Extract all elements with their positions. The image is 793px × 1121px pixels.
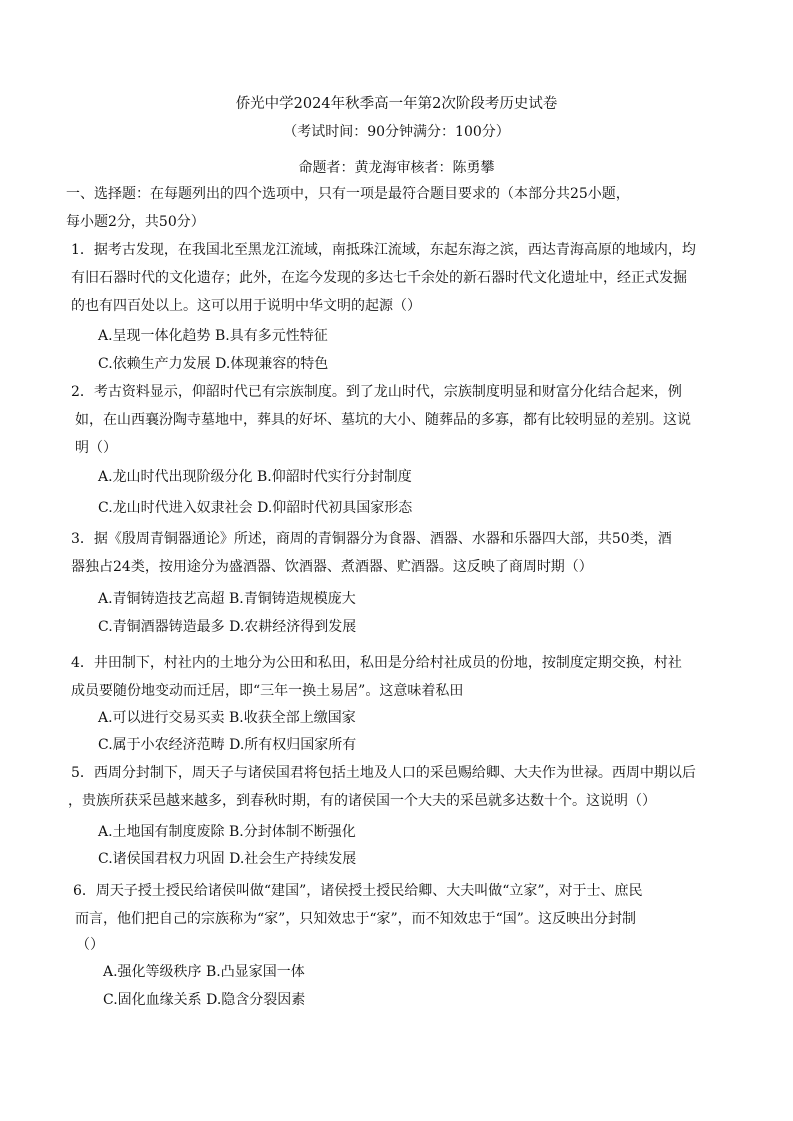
question-4-line-1: 4．井田制下，村社内的土地分为公田和私田，私田是分给村社成员的份地，按制度定期交换，村社 [71, 655, 682, 671]
question-6-line-2: 而言，他们把自己的宗族称为“家”，只知效忠于“家”，而不知效忠于“国”。这反映出分封制 [75, 911, 636, 927]
question-4-option-cd[interactable]: C.属于小农经济范畴 D.所有权归国家所有 [98, 737, 357, 753]
question-5-line-2: ，贵族所获采邑越来越多，到春秋时期，有的诸侯国一个大夫的采邑就多达数十个。这说明（） [68, 793, 656, 809]
question-6-option-ab[interactable]: A.强化等级秩序 B.凸显家国一体 [103, 964, 305, 980]
question-3-option-cd[interactable]: C.青铜酒器铸造最多 D.农耕经济得到发展 [98, 619, 357, 635]
question-2-option-ab[interactable]: A.龙山时代出现阶级分化 B.仰韶时代实行分封制度 [98, 469, 412, 485]
question-2-option-cd[interactable]: C.龙山时代进入奴隶社会 D.仰韶时代初具国家形态 [98, 500, 413, 516]
question-5-option-cd[interactable]: C.诸侯国君权力巩固 D.社会生产持续发展 [98, 851, 357, 867]
section-heading-line-1: 一、选择题：在每题列出的四个选项中，只有一项是最符合题目要求的（本部分共25小题， [66, 186, 630, 202]
question-6-option-cd[interactable]: C.固化血缘关系 D.隐含分裂因素 [103, 992, 306, 1008]
exam-subtitle: （考试时间：90分钟满分：100分） [283, 124, 510, 140]
question-4-option-ab[interactable]: A.可以进行交易买卖 B.收获全部上缴国家 [98, 710, 356, 726]
question-3-line-2: 器独占24类，按用途分为盛酒器、饮酒器、煮酒器、贮酒器。这反映了商周时期（） [71, 559, 593, 575]
question-1-line-2: 有旧石器时代的文化遗存；此外，在迄今发现的多达七千余处的新石器时代文化遗址中，经正式发掘 [71, 270, 687, 286]
question-2-line-2: 如，在山西襄汾陶寺墓地中，葬具的好坏、墓坑的大小、随葬品的多寡，都有比较明显的差别。这说 [75, 412, 691, 428]
question-3-option-ab[interactable]: A.青铜铸造技艺高超 B.青铜铸造规模庞大 [98, 591, 356, 607]
question-1-option-ab[interactable]: A.呈现一体化趋势 B.具有多元性特征 [98, 328, 328, 344]
question-2-line-1: 2．考古资料显示，仰韶时代已有宗族制度。到了龙山时代，宗族制度明显和财富分化结合起来，例 [71, 384, 682, 400]
question-1-option-cd[interactable]: C.依赖生产力发展 D.体现兼容的特色 [98, 356, 329, 372]
question-6-line-3: （） [76, 937, 104, 953]
question-2-line-3: 明（） [75, 440, 117, 456]
question-6-line-1: 6．周天子授土授民给诸侯叫做“建国”，诸侯授土授民给卿、大夫叫做“立家”，对于士、庶民 [73, 883, 643, 899]
exam-authors: 命题者：黄龙海审核者：陈勇攀 [298, 160, 495, 176]
question-3-line-1: 3．据《殷周青铜器通论》所述，商周的青铜器分为食器、酒器、水器和乐器四大部，共50类，酒 [71, 531, 672, 547]
question-1-line-1: 1．据考古发现，在我国北至黑龙江流域，南抵珠江流域，东起东海之滨，西达青海高原的地域内，均 [71, 242, 696, 258]
exam-title: 侨光中学2024年秋季高一年第2次阶段考历史试卷 [235, 96, 558, 112]
question-1-line-3: 的也有四百处以上。这可以用于说明中华文明的起源（） [71, 298, 421, 314]
question-5-option-ab[interactable]: A.土地国有制度废除 B.分封体制不断强化 [98, 824, 356, 840]
section-heading-line-2: 每小题2分，共50分） [66, 214, 205, 230]
question-4-line-2: 成员要随份地变动而迁居，即“三年一换土易居”。这意味着私田 [71, 683, 464, 699]
question-5-line-1: 5．西周分封制下，周天子与诸侯国君将包括土地及人口的采邑赐给卿、大夫作为世禄。西周中期以后 [71, 765, 696, 781]
